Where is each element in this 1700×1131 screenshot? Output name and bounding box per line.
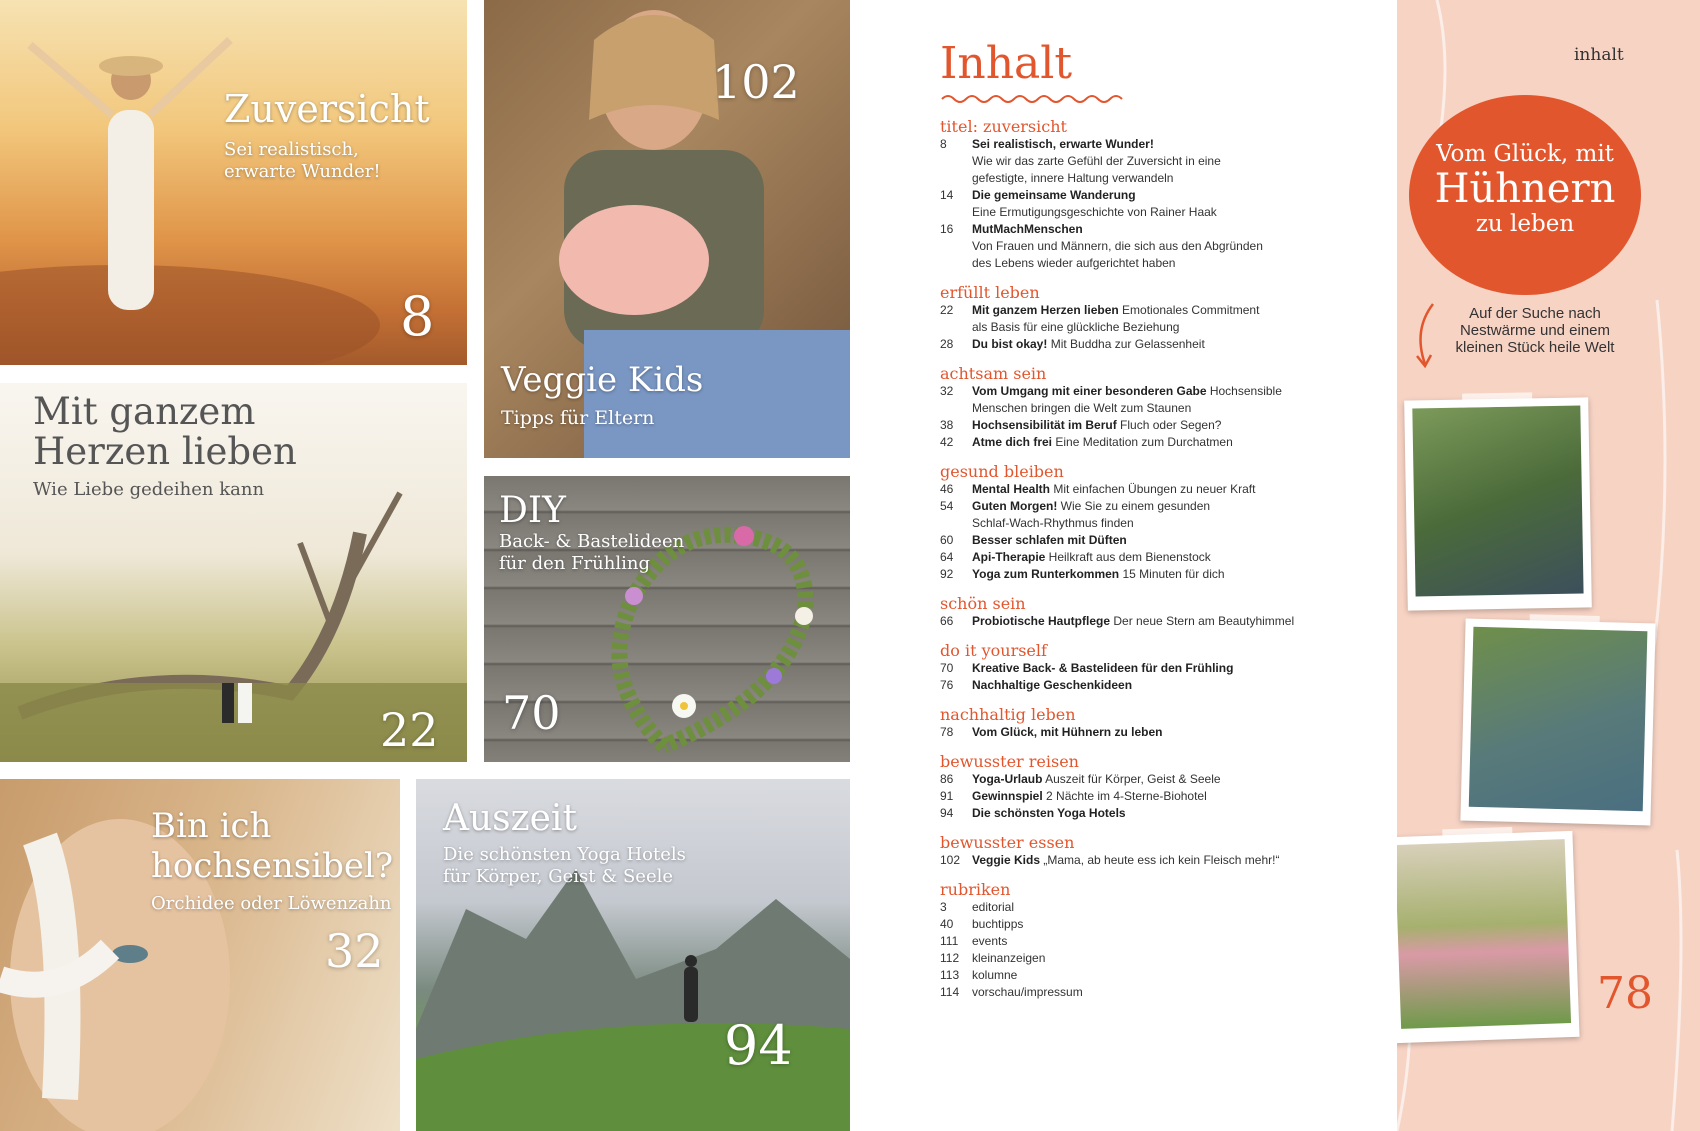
tile-herzen-subtitle: Wie Liebe gedeihen kann xyxy=(33,479,265,500)
toc-entry-title: MutMachMenschen xyxy=(972,222,1083,237)
toc-section-heading: nachhaltig leben xyxy=(940,705,1076,725)
toc-entry-body xyxy=(972,788,1330,805)
toc-entry-body xyxy=(972,916,1330,933)
toc-entry-page: 42 xyxy=(940,435,954,450)
tile-auszeit-title: Auszeit xyxy=(443,798,577,839)
toc-section xyxy=(940,118,1330,272)
toc-entry-body xyxy=(972,967,1330,984)
toc-entry-text: kolumne xyxy=(972,968,1018,983)
toc-entry-text: Mit einfachen Übungen zu neuer Kraft xyxy=(1050,482,1256,497)
toc-entry-page: 76 xyxy=(940,678,954,693)
tile-diy-subtitle-2: für den Frühling xyxy=(499,553,650,574)
tile-hochsensibel-page: 32 xyxy=(325,924,384,978)
toc-entry-title: Atme dich frei xyxy=(972,435,1053,450)
sidebar-panel xyxy=(1397,0,1700,1131)
toc-entry-page: 40 xyxy=(940,917,954,932)
toc-section-heading: erfüllt leben xyxy=(940,283,1040,303)
toc-entry-body xyxy=(972,724,1330,741)
sidebar-label: inhalt xyxy=(1574,45,1624,65)
toc-entry-text: Hochsensible xyxy=(1206,384,1282,399)
tile-herzen-title-2: Herzen lieben xyxy=(33,430,297,473)
toc-entry[interactable] xyxy=(940,613,1330,630)
toc-entry-body xyxy=(972,481,1330,498)
toc-entry-page: 16 xyxy=(940,222,954,237)
feature-circle[interactable] xyxy=(1409,95,1641,295)
toc-entry-body xyxy=(972,933,1330,950)
tile-herzen-lieben[interactable] xyxy=(0,383,467,762)
toc-section xyxy=(940,642,1330,694)
toc-entry-body xyxy=(972,613,1330,630)
toc-entry-body xyxy=(972,950,1330,967)
toc-entry-page: 70 xyxy=(940,661,954,676)
toc-entry-body xyxy=(972,302,1330,336)
toc-section-heading: achtsam sein xyxy=(940,364,1047,384)
toc-entry-page: 112 xyxy=(940,951,960,966)
toc-entry[interactable] xyxy=(940,434,1330,451)
toc-entry-text: events xyxy=(972,934,1008,949)
tile-veggie-title: Veggie Kids xyxy=(501,360,704,400)
toc-entry-description: gefestigte, innere Haltung verwandeln xyxy=(972,171,1174,186)
tile-herzen-title-1: Mit ganzem xyxy=(33,390,256,433)
toc-entry-page: 60 xyxy=(940,533,954,548)
toc-entry[interactable] xyxy=(940,549,1330,566)
toc-entry-page: 28 xyxy=(940,337,954,352)
toc-entry-body xyxy=(972,221,1330,272)
toc-entry-title: Guten Morgen! xyxy=(972,499,1058,514)
toc-entry-page: 3 xyxy=(940,900,947,915)
toc-entry[interactable] xyxy=(940,566,1330,583)
toc-entry-text: Auszeit für Körper, Geist & Seele xyxy=(1042,772,1221,787)
toc-entry-description: als Basis für eine glückliche Beziehung xyxy=(972,320,1180,335)
toc-entry-title: Sei realistisch, erwarte Wunder! xyxy=(972,137,1154,152)
circle-line-1: Vom Glück, mit xyxy=(1436,141,1614,167)
tile-zuversicht-page: 8 xyxy=(400,285,435,348)
toc-entry-text: 15 Minuten für dich xyxy=(1119,567,1225,582)
toc-entry[interactable] xyxy=(940,771,1330,788)
photo-man-hen xyxy=(1460,619,1655,826)
toc-entry-text: editorial xyxy=(972,900,1015,915)
sidebar-teaser: Auf der Suche nach Nestwärme und einem kleinen Stück heile Welt xyxy=(1455,305,1615,356)
toc-entry-title: Api-Therapie xyxy=(972,550,1046,565)
toc-entry-text: 2 Nächte im 4-Sterne-Biohotel xyxy=(1042,789,1207,804)
toc-entry-body xyxy=(972,336,1330,353)
toc-entry-description: Menschen bringen die Welt zum Staunen xyxy=(972,401,1192,416)
toc-entry-description: des Lebens wieder aufgerichtet haben xyxy=(972,256,1176,271)
toc-entry-body xyxy=(972,434,1330,451)
toc-section xyxy=(940,284,1330,353)
tile-zuversicht-subtitle-1: Sei realistisch, xyxy=(224,139,359,160)
toc-section-heading: gesund bleiben xyxy=(940,462,1064,482)
toc-section xyxy=(940,706,1330,741)
toc-entry-page: 94 xyxy=(940,806,954,821)
toc-entry[interactable] xyxy=(940,677,1330,694)
toc-section-heading: titel: zuversicht xyxy=(940,117,1067,137)
toc-entry-page: 8 xyxy=(940,137,947,152)
arrow-down-icon xyxy=(1411,300,1441,370)
toc-entry-page: 86 xyxy=(940,772,954,787)
toc-entry[interactable] xyxy=(940,852,1330,869)
toc-entry-title: Nachhaltige Geschenkideen xyxy=(972,678,1133,693)
toc-section-heading: do it yourself xyxy=(940,641,1047,661)
tile-herzen-page: 22 xyxy=(380,703,439,757)
toc-entry-title: Kreative Back- & Bastelideen für den Frühling xyxy=(972,661,1234,676)
toc-section-heading: schön sein xyxy=(940,594,1026,614)
toc-section xyxy=(940,834,1330,869)
toc-entry[interactable] xyxy=(940,724,1330,741)
toc-entry-title: Veggie Kids xyxy=(972,853,1041,868)
tile-hochsensibel-title-1: Bin ich xyxy=(151,806,272,846)
tile-auszeit-subtitle-1: Die schönsten Yoga Hotels xyxy=(443,844,686,865)
toc-entry[interactable] xyxy=(940,967,1330,984)
toc-entry-title: Die schönsten Yoga Hotels xyxy=(972,806,1126,821)
tile-diy[interactable] xyxy=(484,476,850,762)
toc-entry[interactable] xyxy=(940,417,1330,434)
toc-sections xyxy=(940,118,1330,1001)
photo-woman-bench xyxy=(1397,831,1580,1043)
toc-entry-title: Die gemeinsame Wanderung xyxy=(972,188,1136,203)
tile-veggie-page: 102 xyxy=(712,55,800,109)
toc-section xyxy=(940,365,1330,451)
toc-entry-body xyxy=(972,383,1330,417)
toc-entry-page: 91 xyxy=(940,789,954,804)
toc-section xyxy=(940,463,1330,583)
toc-entry-page: 102 xyxy=(940,853,961,868)
toc-entry-page: 32 xyxy=(940,384,954,399)
toc-title: Inhalt xyxy=(940,38,1073,89)
toc-entry-title: Hochsensibilität im Beruf xyxy=(972,418,1117,433)
toc-entry-title: Probiotische Hautpflege xyxy=(972,614,1111,629)
toc-entry-text: Mit Buddha zur Gelassenheit xyxy=(1047,337,1205,352)
toc-entry[interactable] xyxy=(940,916,1330,933)
toc-entry[interactable] xyxy=(940,950,1330,967)
toc-entry[interactable] xyxy=(940,221,1330,272)
toc-entry-title: Du bist okay! xyxy=(972,337,1048,352)
toc-entry-page: 64 xyxy=(940,550,954,565)
toc-entry[interactable] xyxy=(940,336,1330,353)
toc-entry-page: 114 xyxy=(940,985,960,1000)
toc-entry-text: Fluch oder Segen? xyxy=(1116,418,1222,433)
toc-entry[interactable] xyxy=(940,498,1330,532)
tile-diy-subtitle-1: Back- & Bastelideen xyxy=(499,531,685,552)
toc-entry-body xyxy=(972,771,1330,788)
toc-entry-text: „Mama, ab heute ess ich kein Fleisch mehr!“ xyxy=(1040,853,1280,868)
toc-entry-body xyxy=(972,187,1330,221)
toc-entry-body xyxy=(972,136,1330,187)
toc-section-heading: bewusster reisen xyxy=(940,752,1079,772)
tile-diy-page: 70 xyxy=(502,686,561,740)
toc-entry[interactable] xyxy=(940,136,1330,187)
toc-entry-body xyxy=(972,498,1330,532)
toc-entry-body xyxy=(972,677,1330,694)
toc-section xyxy=(940,595,1330,630)
toc-entry-title: Yoga-Urlaub xyxy=(972,772,1043,787)
toc-entry[interactable] xyxy=(940,984,1330,1001)
toc-entry-title: Vom Umgang mit einer besonderen Gabe xyxy=(972,384,1207,399)
toc-entry[interactable] xyxy=(940,481,1330,498)
tile-veggie-subtitle: Tipps für Eltern xyxy=(501,407,655,429)
toc-section xyxy=(940,753,1330,822)
toc-entry-body xyxy=(972,852,1330,869)
toc-entry-page: 54 xyxy=(940,499,954,514)
toc-entry-page: 113 xyxy=(940,968,960,983)
toc-entry-page: 38 xyxy=(940,418,954,433)
tile-veggie-kids[interactable] xyxy=(484,0,850,458)
tile-zuversicht-title: Zuversicht xyxy=(224,87,430,131)
toc-entry-text: Der neue Stern am Beautyhimmel xyxy=(1110,614,1295,629)
toc-entry-title: Yoga zum Runterkommen xyxy=(972,567,1120,582)
toc-entry-title: Besser schlafen mit Düften xyxy=(972,533,1127,548)
toc-entry-title: Mental Health xyxy=(972,482,1051,497)
toc-entry-body xyxy=(972,899,1330,916)
toc-entry[interactable] xyxy=(940,933,1330,950)
toc-entry-page: 66 xyxy=(940,614,954,629)
circle-line-2: Hühnern xyxy=(1434,166,1616,212)
toc-entry-body xyxy=(972,549,1330,566)
tile-auszeit-page: 94 xyxy=(724,1014,793,1077)
toc-entry[interactable] xyxy=(940,788,1330,805)
toc-entry-description: Von Frauen und Männern, die sich aus den Abgründen xyxy=(972,239,1263,254)
toc-entry-title: Vom Glück, mit Hühnern zu leben xyxy=(972,725,1163,740)
toc-entry-body xyxy=(972,566,1330,583)
toc-entry[interactable] xyxy=(940,383,1330,417)
toc-entry[interactable] xyxy=(940,187,1330,221)
toc-entry[interactable] xyxy=(940,532,1330,549)
toc-entry-title: Gewinnspiel xyxy=(972,789,1043,804)
toc-section xyxy=(940,881,1330,1001)
toc-entry-text: kleinanzeigen xyxy=(972,951,1046,966)
toc-entry-body xyxy=(972,805,1330,822)
tile-hochsensibel-title-2: hochsensibel? xyxy=(151,846,394,886)
toc-entry-text: vorschau/impressum xyxy=(972,985,1083,1000)
toc-entry-body xyxy=(972,660,1330,677)
toc-entry-page: 46 xyxy=(940,482,954,497)
tile-hochsensibel-subtitle: Orchidee oder Löwenzahn xyxy=(151,893,392,914)
toc-entry-text: Heilkraft aus dem Bienenstock xyxy=(1045,550,1211,565)
wavy-underline xyxy=(940,92,1130,106)
toc-entry-description: Schlaf-Wach-Rhythmus finden xyxy=(972,516,1134,531)
circle-line-3: zu leben xyxy=(1475,211,1575,237)
toc-entry-body xyxy=(972,984,1330,1001)
tile-zuversicht-subtitle-2: erwarte Wunder! xyxy=(224,161,381,182)
toc-entry-page: 14 xyxy=(940,188,954,203)
tile-zuversicht[interactable] xyxy=(0,0,467,365)
tile-auszeit[interactable] xyxy=(416,779,850,1131)
toc-section-heading: bewusster essen xyxy=(940,833,1075,853)
toc-entry[interactable] xyxy=(940,660,1330,677)
tile-hochsensibel[interactable] xyxy=(0,779,400,1131)
toc-entry-body xyxy=(972,532,1330,549)
toc-entry-text: Wie Sie zu einem gesunden xyxy=(1057,499,1211,514)
toc-entry[interactable] xyxy=(940,302,1330,336)
toc-entry[interactable] xyxy=(940,805,1330,822)
toc-entry-text: Eine Meditation zum Durchatmen xyxy=(1052,435,1233,450)
toc-entry-description: Eine Ermutigungsgeschichte von Rainer Haak xyxy=(972,205,1217,220)
tile-diy-title: DIY xyxy=(499,490,566,531)
toc-entry-body xyxy=(972,417,1330,434)
toc-entry-title: Mit ganzem Herzen lieben xyxy=(972,303,1119,318)
table-of-contents xyxy=(940,40,1330,1001)
toc-entry-description: Wie wir das zarte Gefühl der Zuversicht in eine xyxy=(972,154,1221,169)
photo-woman-rooster xyxy=(1404,397,1592,610)
toc-section-heading: rubriken xyxy=(940,880,1011,900)
toc-entry-page: 92 xyxy=(940,567,954,582)
toc-entry-page: 111 xyxy=(940,934,959,949)
toc-entry-page: 78 xyxy=(940,725,954,740)
sidebar-page: 78 xyxy=(1597,968,1653,1019)
tile-auszeit-subtitle-2: für Körper, Geist & Seele xyxy=(443,866,674,887)
toc-entry-text: buchtipps xyxy=(972,917,1024,932)
toc-entry-text: Emotionales Commitment xyxy=(1118,303,1260,318)
toc-entry[interactable] xyxy=(940,899,1330,916)
toc-entry-page: 22 xyxy=(940,303,954,318)
